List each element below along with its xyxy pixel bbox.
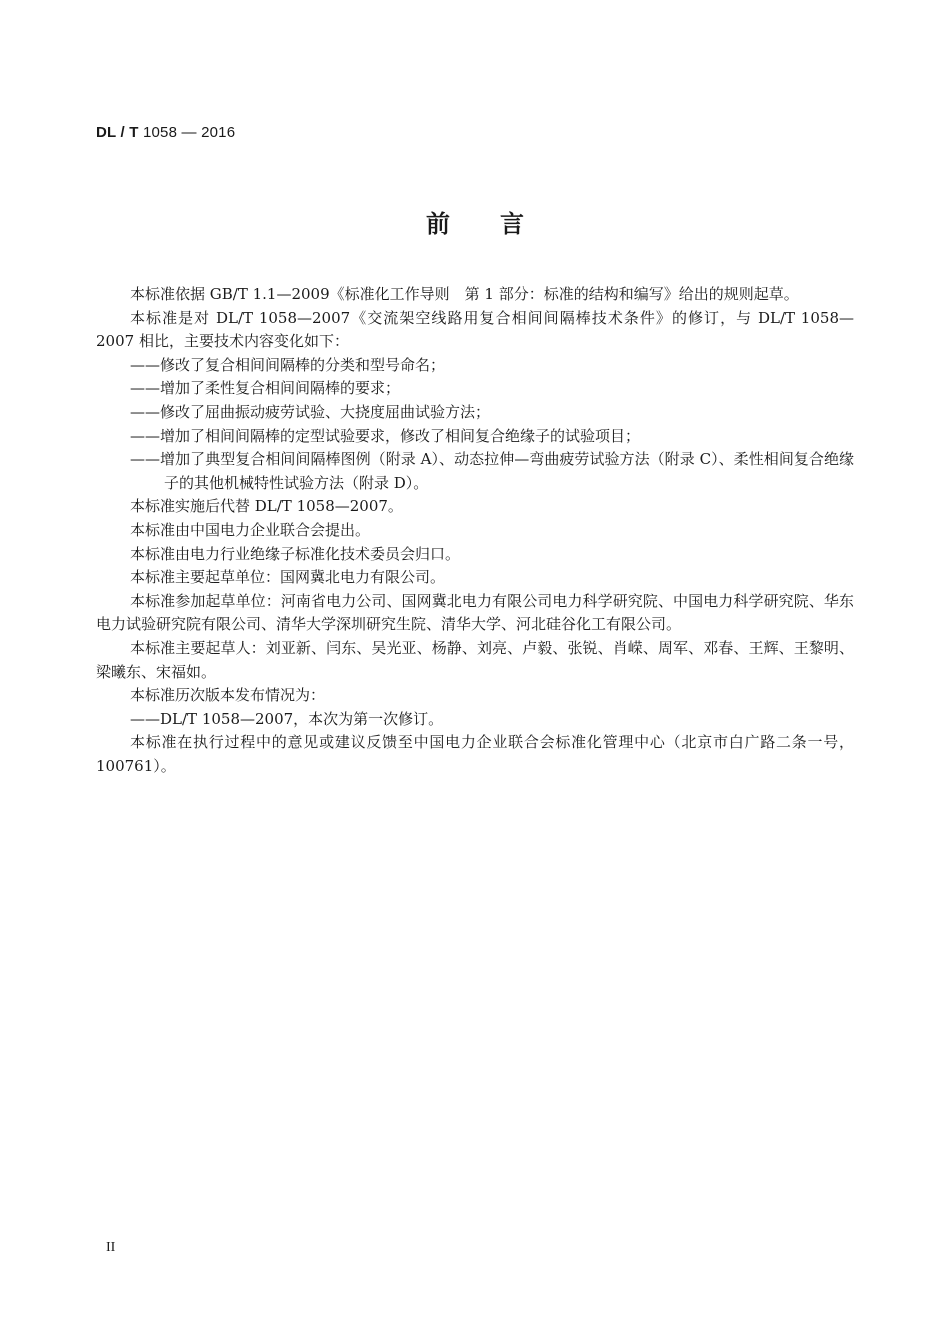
paragraph-replaces: 本标准实施后代替 DL/T 1058—2007。 xyxy=(130,497,403,516)
paragraph-revision-intro: 本标准是对 DL/T 1058—2007《交流架空线路用复合相间间隔棒技术条件》的修订，与 DL/T 1058—2007 相比，主要技术内容变化如下： xyxy=(96,308,854,351)
paragraph-drafting-rules: 本标准依据 GB/T 1.1—2009《标准化工作导则 第 1 部分：标准的结构和编写》给出的规则起草。 xyxy=(130,285,799,303)
foreword-body xyxy=(96,283,854,778)
paragraph-main-drafting-unit: 本标准主要起草单位：国网冀北电力有限公司。 xyxy=(130,568,446,587)
document-code xyxy=(96,124,235,141)
change-item: ——修改了复合相间间隔棒的分类和型号命名； xyxy=(130,355,446,374)
document-code-prefix: DL / T xyxy=(96,124,139,141)
paragraph-history-intro: 本标准历次版本发布情况为： xyxy=(130,686,326,705)
page-number: II xyxy=(106,1240,116,1255)
change-item: ——增加了柔性复合相间间隔棒的要求； xyxy=(130,379,401,398)
paragraph-drafters: 本标准主要起草人：刘亚新、闫东、吴光亚、杨静、刘亮、卢毅、张锐、肖嵘、周军、邓春、王辉、王黎明、梁曦东、宋福如。 xyxy=(96,638,854,681)
page-title: 前言 xyxy=(426,210,574,238)
document-code-number: 1058 — 2016 xyxy=(138,124,236,141)
change-item: ——增加了典型复合相间间隔棒图例（附录 A）、动态拉伸—弯曲疲劳试验方法（附录 C）、柔性相间复合绝缘子的其他机械特性试验方法（附录 D）。 xyxy=(130,450,854,492)
paragraph-participating-units: 本标准参加起草单位：河南省电力公司、国网冀北电力有限公司电力科学研究院、中国电力科学研究院、华东电力试验研究院有限公司、清华大学深圳研究生院、清华大学、河北硅谷化工有限公司。 xyxy=(96,591,854,634)
change-item: ——增加了相间间隔棒的定型试验要求，修改了相间复合绝缘子的试验项目； xyxy=(130,426,641,445)
paragraph-proposed-by: 本标准由中国电力企业联合会提出。 xyxy=(130,520,371,539)
change-item: ——修改了屈曲振动疲劳试验、大挠度屈曲试验方法； xyxy=(130,402,491,421)
paragraph-administered-by: 本标准由电力行业绝缘子标准化技术委员会归口。 xyxy=(130,544,461,563)
paragraph-feedback: 本标准在执行过程中的意见或建议反馈至中国电力企业联合会标准化管理中心（北京市白广路二条一号，100761）。 xyxy=(96,733,854,775)
history-item: ——DL/T 1058—2007，本次为第一次修订。 xyxy=(130,709,444,728)
